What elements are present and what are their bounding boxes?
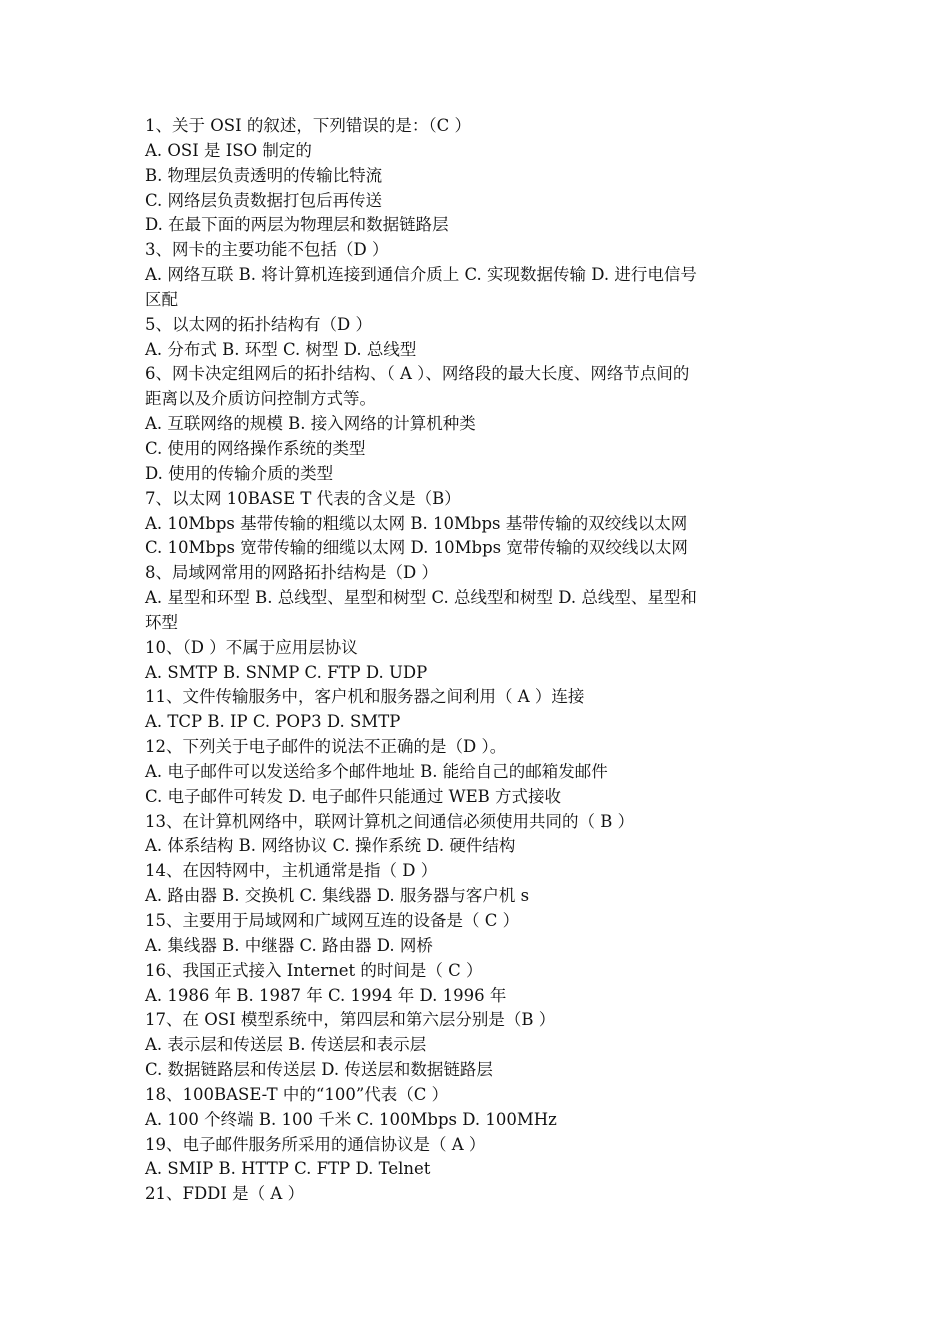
question-5-options: A. 分布式 B. 环型 C. 树型 D. 总线型 bbox=[145, 339, 417, 359]
question-21-stem: 21、FDDI 是（ A ） bbox=[145, 1184, 305, 1204]
question-15-options: A. 集线器 B. 中继器 C. 路由器 D. 网桥 bbox=[145, 935, 433, 955]
question-1-option-b: B. 物理层负责透明的传输比特流 bbox=[145, 165, 383, 185]
question-6-stem-wrap: 距离以及介质访问控制方式等。 bbox=[145, 389, 376, 409]
question-18-options: A. 100 个终端 B. 100 千米 C. 100Mbps D. 100MHz bbox=[145, 1109, 557, 1129]
question-6-stem: 6、网卡决定组网后的拓扑结构、（ A ）、网络段的最大长度、网络节点间的 bbox=[145, 364, 690, 384]
question-14-stem: 14、在因特网中，主机通常是指（ D ） bbox=[145, 861, 438, 881]
question-3-options: A. 网络互联 B. 将计算机连接到通信介质上 C. 实现数据传输 D. 进行电信号 bbox=[145, 265, 697, 285]
question-13-options: A. 体系结构 B. 网络协议 C. 操作系统 D. 硬件结构 bbox=[145, 836, 516, 856]
question-3-stem: 3、网卡的主要功能不包括（D ） bbox=[145, 240, 389, 260]
question-1-stem: 1、关于 OSI 的叙述，下列错误的是：（C ） bbox=[145, 116, 471, 135]
question-15-stem: 15、主要用于局域网和广域网互连的设备是（ C ） bbox=[145, 911, 520, 930]
question-16-options: A. 1986 年 B. 1987 年 C. 1994 年 D. 1996 年 bbox=[145, 985, 507, 1005]
question-11-options: A. TCP B. IP C. POP3 D. SMTP bbox=[145, 712, 401, 732]
question-8-stem: 8、局域网常用的网路拓扑结构是（D ） bbox=[145, 563, 438, 583]
question-6-options-ab: A. 互联网络的规模 B. 接入网络的计算机种类 bbox=[145, 414, 476, 434]
question-18-stem: 18、100BASE-T 中的“100”代表（C ） bbox=[145, 1084, 449, 1104]
question-17-options-cd: C. 数据链路层和传送层 D. 传送层和数据链路层 bbox=[145, 1060, 493, 1080]
question-3-options-wrap: 区配 bbox=[145, 289, 178, 309]
question-12-stem: 12、下列关于电子邮件的说法不正确的是（D ）。 bbox=[145, 737, 507, 757]
question-1-option-c: C. 网络层负责数据打包后再传送 bbox=[145, 190, 383, 210]
question-17-options-ab: A. 表示层和传送层 B. 传送层和表示层 bbox=[145, 1035, 427, 1055]
question-19-stem: 19、电子邮件服务所采用的通信协议是（ A ） bbox=[145, 1134, 486, 1154]
question-11-stem: 11、文件传输服务中，客户机和服务器之间利用（ A ）连接 bbox=[145, 687, 585, 707]
question-6-option-c: C. 使用的网络操作系统的类型 bbox=[145, 438, 366, 458]
question-8-options: A. 星型和环型 B. 总线型、星型和树型 C. 总线型和树型 D. 总线型、星型和 bbox=[145, 588, 697, 608]
question-14-options: A. 路由器 B. 交换机 C. 集线器 D. 服务器与客户机 s bbox=[145, 886, 530, 906]
question-17-stem: 17、在 OSI 模型系统中，第四层和第六层分别是（B ） bbox=[145, 1010, 556, 1030]
question-1-option-d: D. 在最下面的两层为物理层和数据链路层 bbox=[145, 215, 449, 235]
question-8-options-wrap: 环型 bbox=[145, 612, 178, 632]
question-5-stem: 5、以太网的拓扑结构有（D ） bbox=[145, 314, 372, 334]
question-16-stem: 16、我国正式接入 Internet 的时间是（ C ） bbox=[145, 960, 483, 980]
question-7-options-ab: A. 10Mbps 基带传输的粗缆以太网 B. 10Mbps 基带传输的双绞线以太网 bbox=[145, 513, 688, 533]
question-13-stem: 13、在计算机网络中，联网计算机之间通信必须使用共同的（ B ） bbox=[145, 811, 635, 831]
question-list bbox=[145, 114, 810, 1207]
question-19-options: A. SMIP B. HTTP C. FTP D. Telnet bbox=[145, 1159, 431, 1179]
question-7-options-cd: C. 10Mbps 宽带传输的细缆以太网 D. 10Mbps 宽带传输的双绞线以太网 bbox=[145, 538, 688, 558]
question-1-option-a: A. OSI 是 ISO 制定的 bbox=[145, 140, 312, 160]
question-12-options-cd: C. 电子邮件可转发 D. 电子邮件只能通过 WEB 方式接收 bbox=[145, 786, 562, 806]
question-10-stem: 10、（D ）不属于应用层协议 bbox=[145, 637, 358, 657]
question-12-options-ab: A. 电子邮件可以发送给多个邮件地址 B. 能给自己的邮箱发邮件 bbox=[145, 761, 608, 781]
question-6-option-d: D. 使用的传输介质的类型 bbox=[145, 463, 334, 483]
question-10-options: A. SMTP B. SNMP C. FTP D. UDP bbox=[145, 662, 428, 682]
question-7-stem: 7、以太网 10BASE T 代表的含义是（B） bbox=[145, 488, 461, 508]
